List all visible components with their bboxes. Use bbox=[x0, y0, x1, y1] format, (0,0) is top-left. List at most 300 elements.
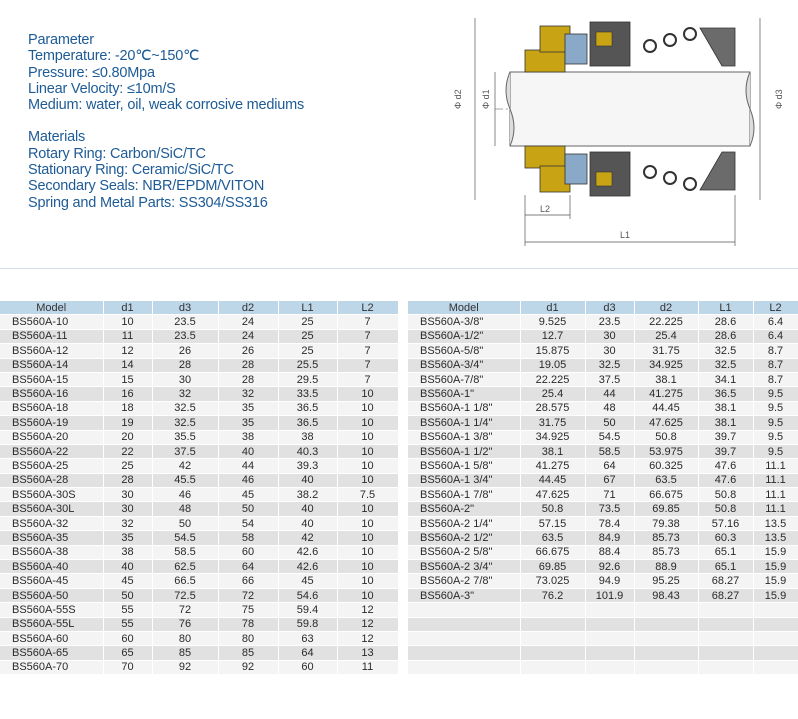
cell-l2: 10 bbox=[337, 459, 398, 473]
cell-d3: 23.5 bbox=[152, 315, 218, 329]
cell-model: BS560A-2 7/8" bbox=[408, 574, 520, 588]
cell-d1: 16 bbox=[103, 387, 152, 401]
cell-d3: 80 bbox=[152, 631, 218, 645]
cell-l2: 7 bbox=[337, 344, 398, 358]
parameter-section bbox=[28, 32, 304, 113]
parameter-heading: Parameter bbox=[28, 32, 94, 48]
table-row bbox=[0, 444, 398, 458]
table-row bbox=[0, 473, 398, 487]
cell-l1: 38 bbox=[278, 430, 337, 444]
cell-d2: 32 bbox=[218, 387, 278, 401]
cell-l2: 10 bbox=[337, 502, 398, 516]
table-row bbox=[408, 502, 798, 516]
cell-l1: 63 bbox=[278, 631, 337, 645]
cell-l1: 25 bbox=[278, 329, 337, 343]
cell-d2: 78 bbox=[218, 617, 278, 631]
cell-model: BS560A-65 bbox=[0, 646, 103, 660]
cell-model bbox=[408, 631, 520, 645]
cell-d2: 54 bbox=[218, 516, 278, 530]
cell-d3: 32.5 bbox=[585, 358, 634, 372]
cell-l1 bbox=[698, 646, 753, 660]
cell-l1: 60 bbox=[278, 660, 337, 674]
cell-l2: 10 bbox=[337, 444, 398, 458]
table-row bbox=[408, 531, 798, 545]
cell-model: BS560A-1 3/8" bbox=[408, 430, 520, 444]
cell-model: BS560A-11 bbox=[0, 329, 103, 343]
cell-d3: 45.5 bbox=[152, 473, 218, 487]
cell-model: BS560A-55L bbox=[0, 617, 103, 631]
spring-seat-upper bbox=[700, 28, 735, 66]
cell-l2: 10 bbox=[337, 588, 398, 602]
cell-l1: 25.5 bbox=[278, 358, 337, 372]
cell-d2: 22.225 bbox=[634, 315, 698, 329]
cell-l2: 15.9 bbox=[753, 560, 798, 574]
cell-l1: 39.7 bbox=[698, 430, 753, 444]
table-row bbox=[408, 416, 798, 430]
cell-model: BS560A-2 3/4" bbox=[408, 560, 520, 574]
materials-line: Rotary Ring: Carbon/SiC/TC bbox=[28, 145, 206, 162]
table-row bbox=[408, 444, 798, 458]
cell-d1: 19.05 bbox=[520, 358, 585, 372]
column-header-l1: L1 bbox=[278, 301, 337, 315]
cell-d2: 92 bbox=[218, 660, 278, 674]
cell-l2: 10 bbox=[337, 531, 398, 545]
cell-d2: 44.45 bbox=[634, 401, 698, 415]
cell-d1: 66.675 bbox=[520, 545, 585, 559]
table-row bbox=[0, 603, 398, 617]
cell-d2: 64 bbox=[218, 560, 278, 574]
materials-line: Spring and Metal Parts: SS304/SS316 bbox=[28, 194, 268, 211]
cell-l1: 28.6 bbox=[698, 329, 753, 343]
cell-model: BS560A-28 bbox=[0, 473, 103, 487]
cell-l2: 9.5 bbox=[753, 416, 798, 430]
cell-l2: 12 bbox=[337, 617, 398, 631]
cell-d1: 11 bbox=[103, 329, 152, 343]
table-row bbox=[408, 329, 798, 343]
column-header-d3: d3 bbox=[152, 301, 218, 315]
table-row bbox=[0, 574, 398, 588]
table-row bbox=[408, 315, 798, 329]
cell-l1: 42.6 bbox=[278, 560, 337, 574]
cell-l2: 10 bbox=[337, 416, 398, 430]
spring-coil bbox=[644, 40, 656, 52]
cell-d2: 60 bbox=[218, 545, 278, 559]
cell-d3: 26 bbox=[152, 344, 218, 358]
table-row bbox=[408, 358, 798, 372]
cell-model: BS560A-10 bbox=[0, 315, 103, 329]
table-row bbox=[0, 560, 398, 574]
cell-d2: 85.73 bbox=[634, 545, 698, 559]
cell-d3: 58.5 bbox=[152, 545, 218, 559]
table-row bbox=[0, 344, 398, 358]
column-header-model: Model bbox=[0, 301, 103, 315]
table-row bbox=[408, 430, 798, 444]
cell-d2: 98.43 bbox=[634, 588, 698, 602]
cell-model bbox=[408, 646, 520, 660]
cell-d2: 41.275 bbox=[634, 387, 698, 401]
table-row bbox=[408, 372, 798, 386]
cell-d2: 53.975 bbox=[634, 444, 698, 458]
table-row bbox=[408, 660, 798, 674]
table-row bbox=[408, 646, 798, 660]
cell-model: BS560A-7/8" bbox=[408, 372, 520, 386]
cell-l2: 7.5 bbox=[337, 488, 398, 502]
cell-l1: 38.1 bbox=[698, 416, 753, 430]
materials-line: Stationary Ring: Ceramic/SiC/TC bbox=[28, 162, 234, 179]
cell-l1: 36.5 bbox=[278, 401, 337, 415]
cell-l1: 68.27 bbox=[698, 588, 753, 602]
cell-model bbox=[408, 603, 520, 617]
cell-model: BS560A-40 bbox=[0, 560, 103, 574]
cell-l2: 11.1 bbox=[753, 473, 798, 487]
column-header-l2: L2 bbox=[753, 301, 798, 315]
seal-cross-section-drawing bbox=[440, 10, 795, 250]
d2-label: Φ d2 bbox=[453, 89, 463, 109]
cell-d3: 54.5 bbox=[585, 430, 634, 444]
cell-d3: 50 bbox=[152, 516, 218, 530]
table-row bbox=[0, 416, 398, 430]
cell-model: BS560A-15 bbox=[0, 372, 103, 386]
cell-model: BS560A-1 7/8" bbox=[408, 488, 520, 502]
cell-l1: 50.8 bbox=[698, 488, 753, 502]
parameter-line: Linear Velocity: ≤10m/S bbox=[28, 80, 176, 97]
cell-d2: 25.4 bbox=[634, 329, 698, 343]
cell-l2: 9.5 bbox=[753, 444, 798, 458]
table-row bbox=[0, 588, 398, 602]
cell-d1: 28.575 bbox=[520, 401, 585, 415]
cell-d1: 22.225 bbox=[520, 372, 585, 386]
column-header-l2: L2 bbox=[337, 301, 398, 315]
cell-l2: 10 bbox=[337, 387, 398, 401]
cell-d3: 37.5 bbox=[152, 444, 218, 458]
cell-d3: 85 bbox=[152, 646, 218, 660]
cell-d1: 9.525 bbox=[520, 315, 585, 329]
cell-l1: 40 bbox=[278, 516, 337, 530]
cell-d3: 30 bbox=[152, 372, 218, 386]
cell-model bbox=[408, 660, 520, 674]
cell-d1: 44.45 bbox=[520, 473, 585, 487]
cell-model: BS560A-60 bbox=[0, 631, 103, 645]
dimension-table-metric bbox=[0, 301, 399, 675]
cell-l1: 40 bbox=[278, 473, 337, 487]
column-header-d1: d1 bbox=[103, 301, 152, 315]
cell-d1: 15 bbox=[103, 372, 152, 386]
cell-d3 bbox=[585, 646, 634, 660]
cell-d2: 28 bbox=[218, 358, 278, 372]
table-row bbox=[0, 660, 398, 674]
cell-l2: 15.9 bbox=[753, 545, 798, 559]
cell-d2: 50.8 bbox=[634, 430, 698, 444]
cell-d2: 35 bbox=[218, 401, 278, 415]
cell-d2: 31.75 bbox=[634, 344, 698, 358]
parameter-line: Pressure: ≤0.80Mpa bbox=[28, 64, 155, 81]
cell-d3: 101.9 bbox=[585, 588, 634, 602]
cell-l2: 10 bbox=[337, 516, 398, 530]
cell-l1: 65.1 bbox=[698, 545, 753, 559]
cell-model: BS560A-25 bbox=[0, 459, 103, 473]
cell-d3: 62.5 bbox=[152, 560, 218, 574]
cell-d2 bbox=[634, 660, 698, 674]
cell-model: BS560A-1 1/2" bbox=[408, 444, 520, 458]
cell-model: BS560A-1/2" bbox=[408, 329, 520, 343]
cell-l2: 8.7 bbox=[753, 358, 798, 372]
cell-d2 bbox=[634, 631, 698, 645]
table-row bbox=[0, 387, 398, 401]
table-row bbox=[408, 631, 798, 645]
rotary-ring-lower bbox=[525, 146, 565, 168]
cell-d2 bbox=[634, 646, 698, 660]
cell-model: BS560A-3/8" bbox=[408, 315, 520, 329]
rotary-ring-upper bbox=[525, 50, 565, 72]
table-row bbox=[408, 545, 798, 559]
cell-d2: 88.9 bbox=[634, 560, 698, 574]
cell-d1: 25 bbox=[103, 459, 152, 473]
table-row bbox=[0, 488, 398, 502]
column-header-d2: d2 bbox=[218, 301, 278, 315]
cell-l1 bbox=[698, 631, 753, 645]
cell-l2: 6.4 bbox=[753, 329, 798, 343]
cell-l1 bbox=[698, 617, 753, 631]
cell-d2: 66.675 bbox=[634, 488, 698, 502]
cell-d1: 34.925 bbox=[520, 430, 585, 444]
cell-d3: 46 bbox=[152, 488, 218, 502]
cell-l2: 15.9 bbox=[753, 574, 798, 588]
section-divider bbox=[0, 268, 798, 269]
stationary-ring-upper bbox=[565, 34, 587, 64]
cell-l2: 13 bbox=[337, 646, 398, 660]
cell-d1: 12.7 bbox=[520, 329, 585, 343]
cell-d1 bbox=[520, 603, 585, 617]
cell-d3: 67 bbox=[585, 473, 634, 487]
cell-l1: 36.5 bbox=[698, 387, 753, 401]
cell-model: BS560A-22 bbox=[0, 444, 103, 458]
cell-l2: 10 bbox=[337, 560, 398, 574]
cell-model: BS560A-18 bbox=[0, 401, 103, 415]
column-header-d1: d1 bbox=[520, 301, 585, 315]
table-row bbox=[408, 516, 798, 530]
cell-d1: 19 bbox=[103, 416, 152, 430]
cell-l2: 11.1 bbox=[753, 459, 798, 473]
cell-l1: 40.3 bbox=[278, 444, 337, 458]
cell-model: BS560A-32 bbox=[0, 516, 103, 530]
column-header-d2: d2 bbox=[634, 301, 698, 315]
cell-d1: 50.8 bbox=[520, 502, 585, 516]
cell-d1: 15.875 bbox=[520, 344, 585, 358]
cell-l2: 7 bbox=[337, 358, 398, 372]
cell-d3: 32.5 bbox=[152, 416, 218, 430]
cell-model: BS560A-12 bbox=[0, 344, 103, 358]
cell-model: BS560A-19 bbox=[0, 416, 103, 430]
cell-l2: 8.7 bbox=[753, 344, 798, 358]
cell-model: BS560A-2 5/8" bbox=[408, 545, 520, 559]
cell-d1: 28 bbox=[103, 473, 152, 487]
cell-d1: 30 bbox=[103, 502, 152, 516]
cell-d1: 10 bbox=[103, 315, 152, 329]
o-ring-upper bbox=[596, 32, 612, 46]
table-row bbox=[408, 473, 798, 487]
l2-label: L2 bbox=[540, 204, 551, 214]
materials-section bbox=[28, 129, 304, 210]
table-row bbox=[0, 372, 398, 386]
cell-d2: 75 bbox=[218, 603, 278, 617]
cell-model: BS560A-16 bbox=[0, 387, 103, 401]
cell-l1: 68.27 bbox=[698, 574, 753, 588]
cell-d1: 38 bbox=[103, 545, 152, 559]
cell-d2: 44 bbox=[218, 459, 278, 473]
cell-d1: 41.275 bbox=[520, 459, 585, 473]
table-row bbox=[0, 646, 398, 660]
cell-d3: 32.5 bbox=[152, 401, 218, 415]
cell-l2: 10 bbox=[337, 574, 398, 588]
cell-d2: 24 bbox=[218, 315, 278, 329]
cell-d1 bbox=[520, 646, 585, 660]
cell-l2: 13.5 bbox=[753, 516, 798, 530]
cell-model: BS560A-2 1/4" bbox=[408, 516, 520, 530]
cell-l2: 7 bbox=[337, 372, 398, 386]
spec-text-block bbox=[28, 32, 304, 211]
cell-d2: 34.925 bbox=[634, 358, 698, 372]
cell-l1: 59.8 bbox=[278, 617, 337, 631]
cell-d3: 48 bbox=[152, 502, 218, 516]
cell-model: BS560A-38 bbox=[0, 545, 103, 559]
cell-l2: 10 bbox=[337, 430, 398, 444]
cell-l2: 9.5 bbox=[753, 401, 798, 415]
table-row bbox=[0, 531, 398, 545]
cell-l1: 38.1 bbox=[698, 401, 753, 415]
table-row bbox=[0, 358, 398, 372]
cell-d1: 38.1 bbox=[520, 444, 585, 458]
cell-d1: 69.85 bbox=[520, 560, 585, 574]
materials-heading: Materials bbox=[28, 129, 86, 146]
cell-model: BS560A-3" bbox=[408, 588, 520, 602]
cell-d3: 48 bbox=[585, 401, 634, 415]
table-row bbox=[0, 459, 398, 473]
cell-d1: 63.5 bbox=[520, 531, 585, 545]
cell-d1: 55 bbox=[103, 617, 152, 631]
cell-l1: 50.8 bbox=[698, 502, 753, 516]
cell-l1: 28.6 bbox=[698, 315, 753, 329]
cell-d1 bbox=[520, 617, 585, 631]
cell-d3: 23.5 bbox=[585, 315, 634, 329]
spring-coil bbox=[684, 178, 696, 190]
table-row bbox=[408, 588, 798, 602]
cell-l2 bbox=[753, 631, 798, 645]
cell-l1: 45 bbox=[278, 574, 337, 588]
cell-l1: 25 bbox=[278, 315, 337, 329]
table-row bbox=[0, 329, 398, 343]
cell-l1: 33.5 bbox=[278, 387, 337, 401]
cell-l2: 12 bbox=[337, 603, 398, 617]
stationary-ring-lower bbox=[565, 154, 587, 184]
spring-coil bbox=[664, 172, 676, 184]
cell-model: BS560A-55S bbox=[0, 603, 103, 617]
cell-l1 bbox=[698, 660, 753, 674]
cell-l2: 15.9 bbox=[753, 588, 798, 602]
cell-l1: 36.5 bbox=[278, 416, 337, 430]
cell-l1: 32.5 bbox=[698, 358, 753, 372]
cell-d3: 84.9 bbox=[585, 531, 634, 545]
cell-d3 bbox=[585, 660, 634, 674]
cell-d2: 35 bbox=[218, 416, 278, 430]
cell-l2 bbox=[753, 660, 798, 674]
cell-d1: 76.2 bbox=[520, 588, 585, 602]
seal-upper-half bbox=[525, 22, 735, 72]
cell-d3: 72.5 bbox=[152, 588, 218, 602]
cell-d1: 22 bbox=[103, 444, 152, 458]
cell-l1: 47.6 bbox=[698, 473, 753, 487]
cell-model: BS560A-30L bbox=[0, 502, 103, 516]
cell-d3: 92 bbox=[152, 660, 218, 674]
cell-model: BS560A-20 bbox=[0, 430, 103, 444]
cell-d2: 85.73 bbox=[634, 531, 698, 545]
table-row bbox=[0, 401, 398, 415]
cell-d1: 55 bbox=[103, 603, 152, 617]
cell-d3 bbox=[585, 631, 634, 645]
cell-model: BS560A-30S bbox=[0, 488, 103, 502]
cell-l1: 65.1 bbox=[698, 560, 753, 574]
cell-d3: 58.5 bbox=[585, 444, 634, 458]
cell-d2: 58 bbox=[218, 531, 278, 545]
cell-l1: 25 bbox=[278, 344, 337, 358]
cell-l1: 34.1 bbox=[698, 372, 753, 386]
cell-d3: 23.5 bbox=[152, 329, 218, 343]
cell-l2: 11 bbox=[337, 660, 398, 674]
cell-l2: 11.1 bbox=[753, 502, 798, 516]
cell-model: BS560A-1 1/8" bbox=[408, 401, 520, 415]
cell-l2: 10 bbox=[337, 473, 398, 487]
cell-d3: 72 bbox=[152, 603, 218, 617]
d1-label: Φ d1 bbox=[481, 89, 491, 109]
cell-d3: 35.5 bbox=[152, 430, 218, 444]
cell-d1: 45 bbox=[103, 574, 152, 588]
cell-l2: 13.5 bbox=[753, 531, 798, 545]
cell-l1: 39.3 bbox=[278, 459, 337, 473]
table-row bbox=[0, 430, 398, 444]
cell-d2 bbox=[634, 603, 698, 617]
table-row bbox=[0, 545, 398, 559]
cell-l2: 11.1 bbox=[753, 488, 798, 502]
cell-d3 bbox=[585, 603, 634, 617]
cell-model: BS560A-2" bbox=[408, 502, 520, 516]
cell-model bbox=[408, 617, 520, 631]
cell-d1 bbox=[520, 631, 585, 645]
cell-l1: 60.3 bbox=[698, 531, 753, 545]
cell-l1: 42.6 bbox=[278, 545, 337, 559]
table-row bbox=[408, 488, 798, 502]
column-header-d3: d3 bbox=[585, 301, 634, 315]
cell-l2: 7 bbox=[337, 329, 398, 343]
materials-line: Secondary Seals: NBR/EPDM/VITON bbox=[28, 178, 265, 195]
cell-d2: 38.1 bbox=[634, 372, 698, 386]
cell-model: BS560A-5/8" bbox=[408, 344, 520, 358]
cell-d1: 32 bbox=[103, 516, 152, 530]
spring-seat-lower bbox=[700, 152, 735, 190]
table-row bbox=[408, 574, 798, 588]
cell-l2: 12 bbox=[337, 631, 398, 645]
cell-d1: 18 bbox=[103, 401, 152, 415]
cell-d1: 65 bbox=[103, 646, 152, 660]
cell-l1: 42 bbox=[278, 531, 337, 545]
cell-l1: 32.5 bbox=[698, 344, 753, 358]
dimension-table-inch bbox=[408, 301, 798, 675]
cell-model: BS560A-45 bbox=[0, 574, 103, 588]
column-header-model: Model bbox=[408, 301, 520, 315]
cell-l2 bbox=[753, 617, 798, 631]
cell-d2: 47.625 bbox=[634, 416, 698, 430]
parameter-line: Medium: water, oil, weak corrosive mediums bbox=[28, 97, 305, 114]
cell-d2: 85 bbox=[218, 646, 278, 660]
cell-d2: 45 bbox=[218, 488, 278, 502]
